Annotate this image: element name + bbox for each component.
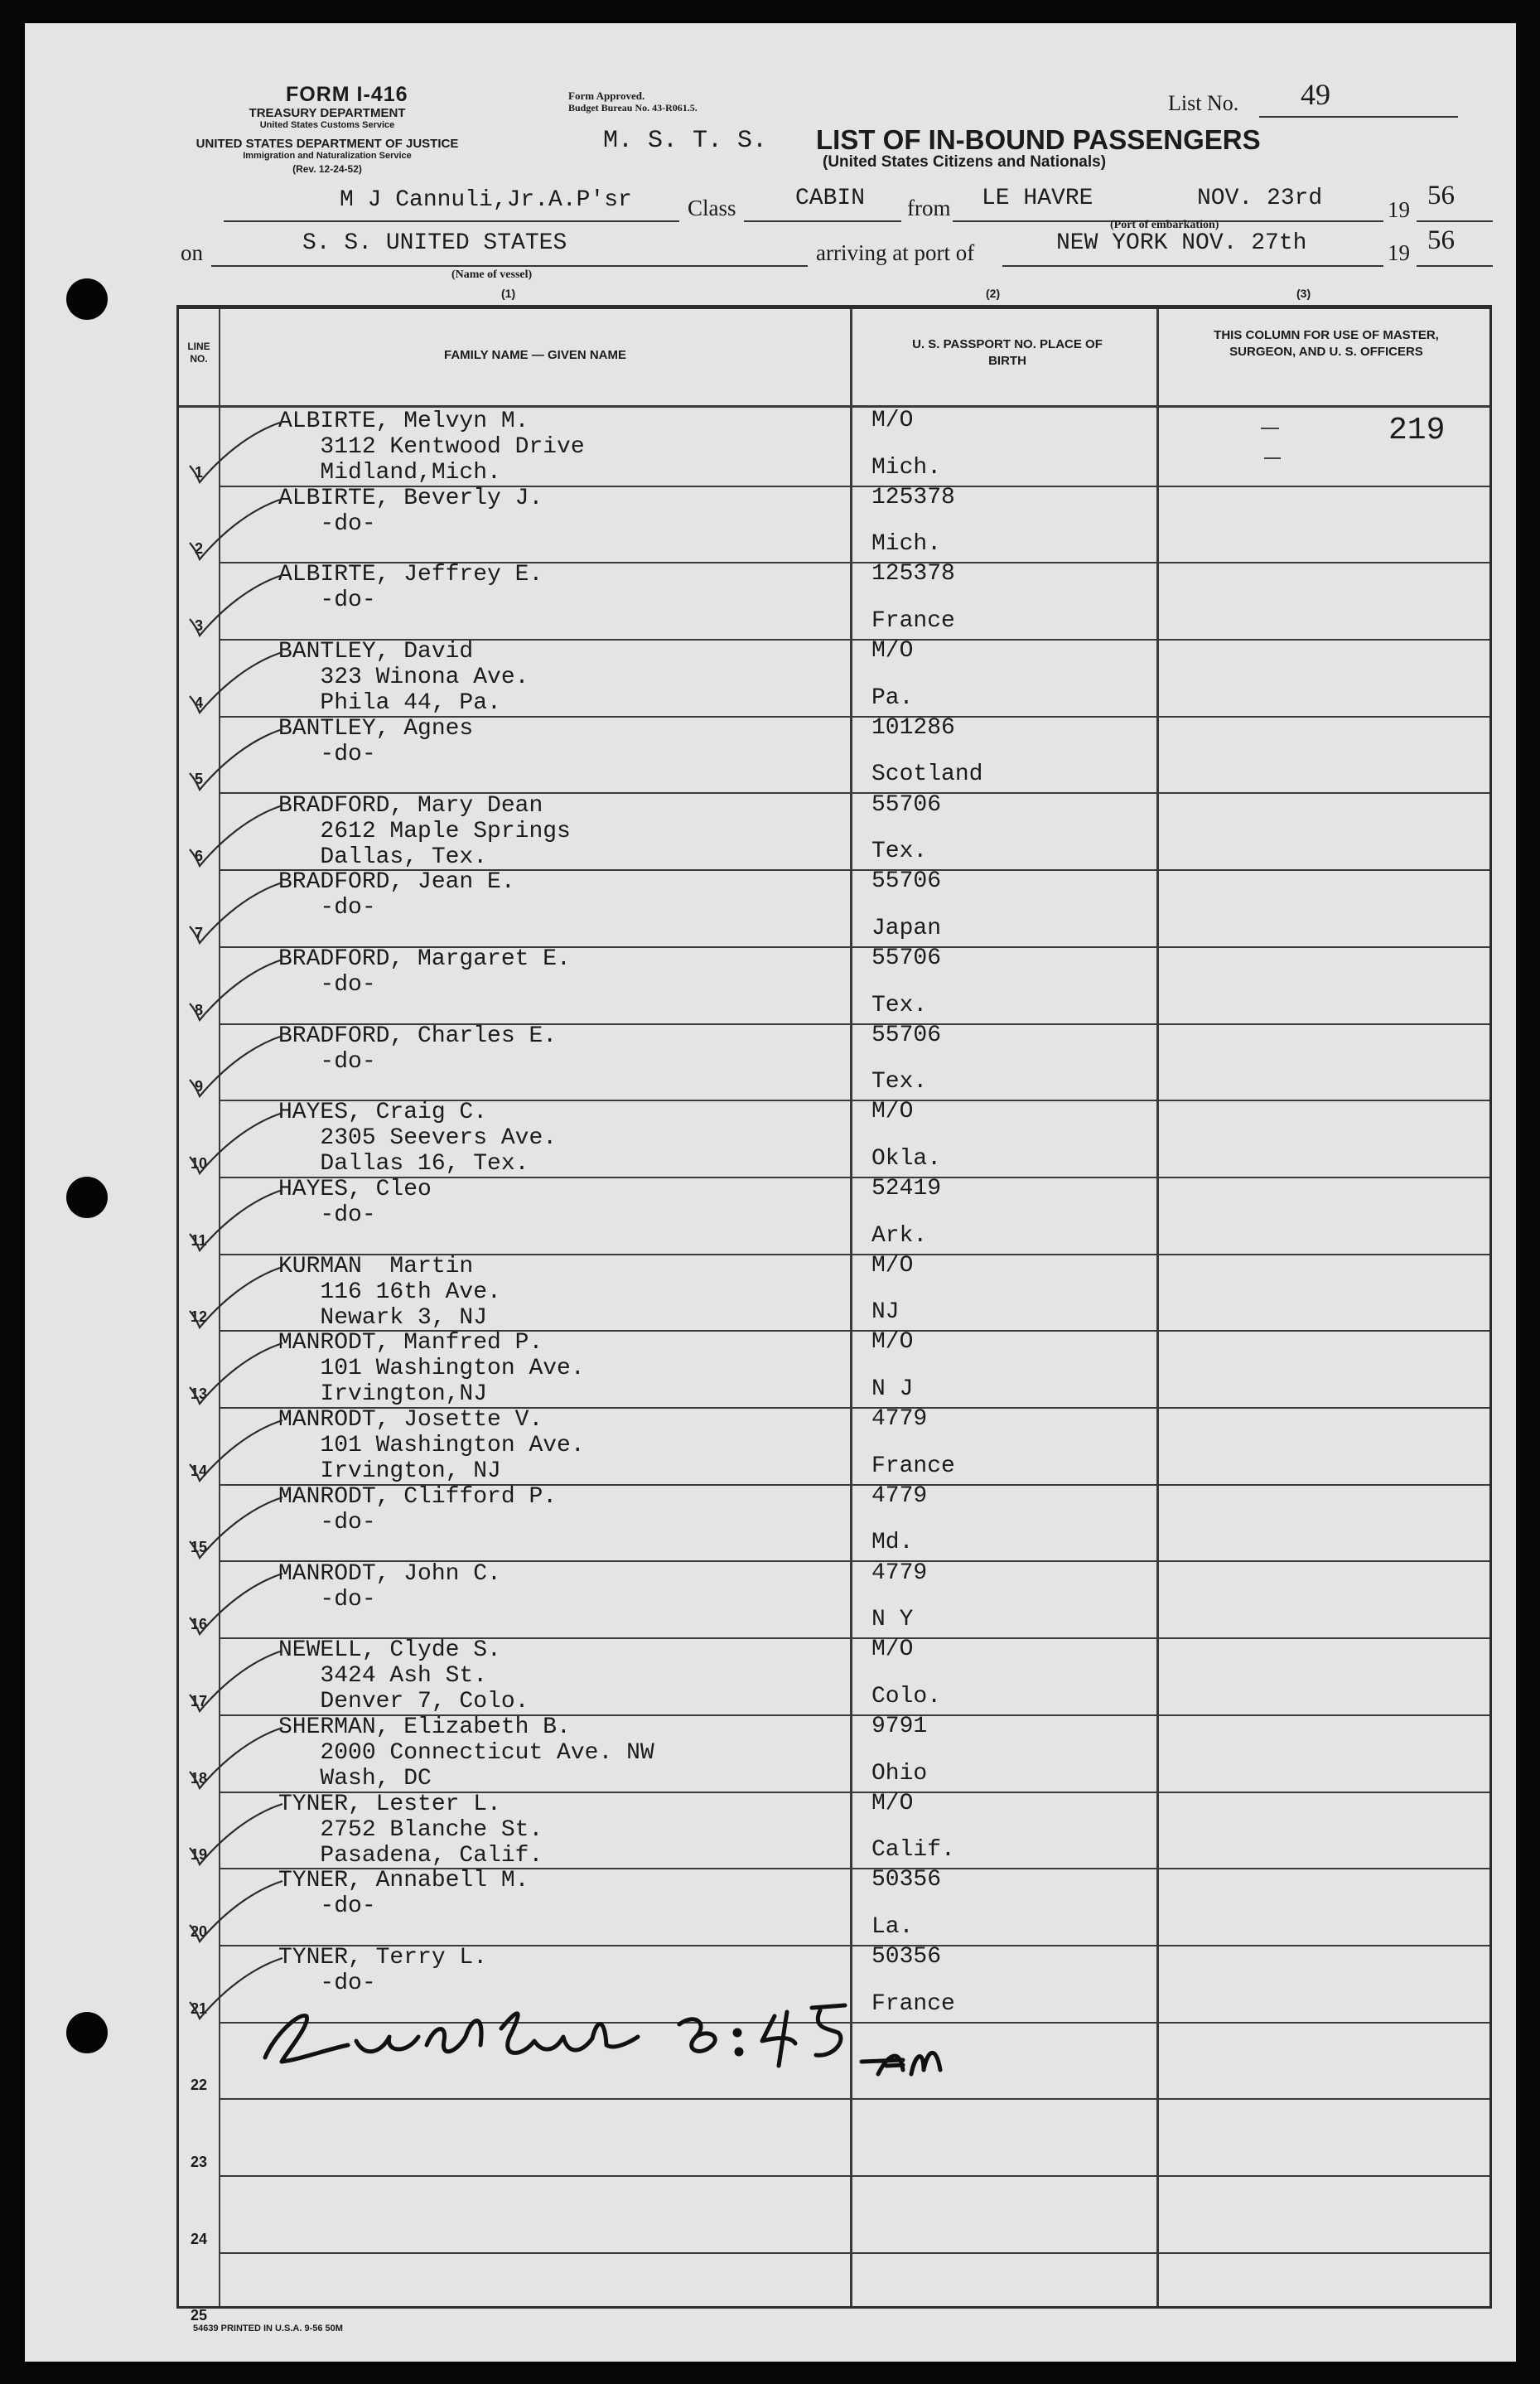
print-footer: 54639 PRINTED IN U.S.A. 9-56 50M	[193, 2324, 343, 2333]
passenger-name-address: BRADFORD, Jean E. -do-	[278, 869, 515, 921]
passenger-name-address: BANTLEY, Agnes -do-	[278, 715, 474, 767]
line-number: 14	[190, 1462, 208, 1479]
place-of-birth: Okla.	[871, 1145, 942, 1172]
line-number: 15	[190, 1539, 208, 1556]
vessel-name: S. S. UNITED STATES	[302, 230, 567, 256]
punch-hole	[66, 1177, 108, 1218]
check-mark-icon	[175, 881, 299, 947]
departure-year: 56	[1427, 181, 1455, 210]
passport-number: 50356	[871, 1867, 942, 1893]
column-number-3: (3)	[1296, 287, 1311, 300]
passport-number: M/O	[871, 1637, 914, 1663]
header-officers: THIS COLUMN FOR USE OF MASTER, SURGEON, AND U. S. OFFICERS	[1214, 328, 1439, 359]
table-row	[179, 562, 1489, 639]
table-row	[179, 946, 1489, 1023]
header-passport: U. S. PASSPORT NO. PLACE OF BIRTH	[912, 337, 1103, 368]
officer-dash	[1261, 428, 1279, 429]
table-row	[179, 2252, 1489, 2329]
passport-number: M/O	[871, 1252, 914, 1279]
table-row	[179, 409, 1489, 486]
check-mark-icon	[175, 958, 299, 1024]
line-number: 1	[194, 463, 203, 481]
passenger-name-address: TYNER, Annabell M. -do-	[278, 1868, 529, 1920]
passenger-name-address: NEWELL, Clyde S. 3424 Ash St. Denver 7, Colo.	[278, 1637, 529, 1715]
port-of-embarkation: LE HAVRE	[982, 186, 1093, 211]
line-number: 22	[190, 2077, 208, 2094]
check-mark-icon	[175, 420, 299, 486]
punch-hole	[66, 2012, 108, 2053]
line-number: 20	[190, 1922, 208, 1940]
line-number: 8	[194, 1001, 203, 1018]
header-family-name: FAMILY NAME — GIVEN NAME	[443, 348, 627, 362]
table-row	[179, 1714, 1489, 1792]
officer-note: 219	[1388, 413, 1446, 448]
place-of-birth: Mich.	[871, 531, 942, 558]
passenger-name-address: BRADFORD, Charles E. -do-	[278, 1023, 558, 1075]
punch-hole	[66, 278, 108, 320]
place-of-birth: Mich.	[871, 454, 942, 481]
passenger-name-address: KURMAN Martin 116 16th Ave. Newark 3, NJ	[278, 1253, 501, 1331]
passport-number: 125378	[871, 561, 955, 588]
from-label: from	[907, 196, 951, 220]
officer-dash	[1264, 457, 1281, 459]
place-of-birth: Tex.	[871, 1069, 928, 1095]
passport-number: M/O	[871, 1790, 914, 1816]
arrival-year: 56	[1427, 225, 1455, 255]
table-row	[179, 1407, 1489, 1484]
departure-date: NOV. 23rd	[1197, 186, 1323, 211]
line-number: 4	[194, 694, 203, 711]
passport-number: 55706	[871, 945, 942, 971]
check-mark-icon	[175, 1496, 299, 1562]
line-number: 5	[194, 771, 203, 788]
passenger-name-address: SHERMAN, Elizabeth B. 2000 Connecticut Ave. NW Wash, DC	[278, 1714, 654, 1792]
manifest-page	[25, 23, 1516, 2362]
check-mark-icon	[175, 1265, 299, 1332]
passport-number: 4779	[871, 1560, 928, 1586]
place-of-birth: France	[871, 1453, 955, 1479]
place-of-birth: Pa.	[871, 684, 914, 711]
passenger-name-address: ALBIRTE, Jeffrey E. -do-	[278, 562, 543, 614]
passport-number: 9791	[871, 1713, 928, 1739]
arrival-port-date: NEW YORK NOV. 27th	[1056, 230, 1307, 256]
line-number: 6	[194, 848, 203, 865]
check-mark-icon	[175, 1802, 299, 1869]
form-approval: Form Approved.	[568, 89, 645, 102]
table-row	[179, 716, 1489, 793]
place-of-birth: Colo.	[871, 1683, 942, 1709]
place-of-birth: Tex.	[871, 839, 928, 865]
table-row	[179, 2098, 1489, 2175]
table-row	[179, 639, 1489, 716]
line-number: 11	[191, 1231, 207, 1249]
line-number: 9	[194, 1078, 203, 1095]
arrival-year-prefix: 19	[1388, 240, 1410, 265]
line-number: 16	[190, 1616, 208, 1633]
department-justice-sub: Immigration and Naturalization Service	[243, 151, 412, 161]
check-mark-icon	[175, 1649, 299, 1715]
table-row	[179, 1792, 1489, 1869]
table-row	[179, 1023, 1489, 1100]
passport-number: 52419	[871, 1176, 942, 1202]
list-title: LIST OF IN-BOUND PASSENGERS	[816, 124, 1261, 155]
passenger-name-address: BRADFORD, Mary Dean 2612 Maple Springs Dallas, Tex.	[278, 792, 571, 870]
passport-number: M/O	[871, 408, 914, 433]
line-number: 10	[190, 1154, 208, 1172]
table-row	[179, 1868, 1489, 1945]
check-mark-icon	[175, 573, 299, 640]
check-mark-icon	[175, 497, 299, 563]
department-treasury: TREASURY DEPARTMENT	[249, 106, 406, 120]
form-number: FORM I-416	[286, 83, 408, 106]
on-label: on	[181, 240, 203, 265]
line-number: 7	[194, 924, 203, 941]
place-of-birth: Tex.	[871, 992, 928, 1018]
passenger-name-address: ALBIRTE, Melvyn M. 3112 Kentwood Drive Midland,Mich.	[278, 409, 585, 486]
passport-number: 50356	[871, 1944, 942, 1970]
check-mark-icon	[175, 1342, 299, 1408]
line-number: 19	[190, 1846, 208, 1864]
passport-number: 55706	[871, 791, 942, 818]
passenger-name-address: HAYES, Craig C. 2305 Seevers Ave. Dallas 16, Tex.	[278, 1100, 558, 1177]
check-mark-icon	[175, 1572, 299, 1638]
list-number-value: 49	[1301, 78, 1330, 111]
form-revision: (Rev. 12-24-52)	[292, 163, 362, 175]
check-mark-icon	[175, 1111, 299, 1177]
passport-number: 55706	[871, 868, 942, 895]
passenger-name-address: TYNER, Terry L. -do-	[278, 1945, 488, 1996]
check-mark-icon	[175, 1188, 299, 1255]
passenger-name-address: MANRODT, John C. -do-	[278, 1560, 501, 1613]
line-number: 21	[190, 2000, 208, 2017]
passport-number: M/O	[871, 1329, 914, 1356]
place-of-birth: Scotland	[871, 762, 983, 788]
line-number: 25	[190, 2307, 208, 2324]
passport-number: 55706	[871, 1022, 942, 1048]
passenger-name-address: TYNER, Lester L. 2752 Blanche St. Pasadena, Calif.	[278, 1791, 543, 1869]
check-mark-icon	[175, 1419, 299, 1485]
passenger-name-address: MANRODT, Manfred P. 101 Washington Ave. Irvington,NJ	[278, 1330, 585, 1408]
check-mark-icon	[175, 728, 299, 794]
line-number: 17	[190, 1692, 208, 1709]
line-number: 18	[190, 1769, 208, 1787]
header-line-no: LINE NO.	[187, 341, 210, 365]
table-row	[179, 1100, 1489, 1177]
passport-number: 125378	[871, 484, 955, 510]
line-number: 13	[190, 1385, 208, 1403]
passenger-name-address: BRADFORD, Margaret E. -do-	[278, 945, 571, 998]
travel-class: CABIN	[795, 186, 866, 211]
department-treasury-sub: United States Customs Service	[259, 120, 395, 130]
passenger-name-address: MANRODT, Josette V. 101 Washington Ave. Irvington, NJ	[278, 1407, 585, 1485]
passport-number: 4779	[871, 1406, 928, 1433]
line-number: 12	[190, 1308, 208, 1326]
table-row	[179, 793, 1489, 870]
passenger-name-address: HAYES, Cleo -do-	[278, 1177, 432, 1228]
check-mark-icon	[175, 1726, 299, 1792]
place-of-birth: France	[871, 608, 955, 635]
line-number: 23	[190, 2154, 208, 2171]
passport-number: 101286	[871, 714, 955, 741]
table-row	[179, 1561, 1489, 1638]
arriving-label: arriving at port of	[816, 240, 975, 265]
place-of-birth: Ohio	[871, 1760, 928, 1787]
passport-number: M/O	[871, 1099, 914, 1125]
table-row	[179, 1637, 1489, 1714]
line-number: 24	[190, 2230, 208, 2247]
passenger-name-address: BANTLEY, David 323 Winona Ave. Phila 44, Pa.	[278, 639, 529, 717]
table-row	[179, 1484, 1489, 1561]
agency-stamp: M. S. T. S.	[603, 127, 768, 155]
place-of-birth: N Y	[871, 1607, 914, 1633]
table-row	[179, 869, 1489, 946]
place-of-birth: N J	[871, 1376, 914, 1403]
list-subtitle: (United States Citizens and Nationals)	[823, 153, 1107, 171]
departure-year-prefix: 19	[1388, 197, 1410, 222]
list-number-label: List No.	[1168, 91, 1239, 115]
column-number-1: (1)	[501, 287, 516, 300]
port-caption: (Port of embarkation)	[1110, 219, 1219, 231]
budget-bureau-number: Budget Bureau No. 43-R061.5.	[568, 102, 698, 114]
table-row	[179, 1254, 1489, 1331]
check-mark-icon	[175, 1034, 299, 1100]
check-mark-icon	[175, 1879, 299, 1946]
place-of-birth: France	[871, 1990, 955, 2017]
passport-number: M/O	[871, 638, 914, 665]
column-number-2: (2)	[986, 287, 1001, 300]
place-of-birth: Japan	[871, 915, 942, 941]
table-row	[179, 2175, 1489, 2252]
table-row	[179, 486, 1489, 563]
department-justice: UNITED STATES DEPARTMENT OF JUSTICE	[196, 137, 459, 151]
place-of-birth: Ark.	[871, 1222, 928, 1249]
table-row	[179, 1330, 1489, 1407]
vessel-caption: (Name of vessel)	[451, 268, 533, 281]
purser-name: M J Cannuli,Jr.A.P'sr	[340, 187, 632, 213]
passenger-name-address: MANRODT, Clifford P. -do-	[278, 1483, 558, 1535]
line-number: 3	[194, 617, 203, 635]
handwritten-signature	[249, 1979, 1036, 2095]
line-number: 2	[194, 540, 203, 558]
passenger-name-address: ALBIRTE, Beverly J. -do-	[278, 485, 543, 537]
check-mark-icon	[175, 650, 299, 717]
table-row	[179, 1177, 1489, 1254]
place-of-birth: La.	[871, 1913, 914, 1940]
place-of-birth: NJ	[871, 1299, 900, 1326]
place-of-birth: Md.	[871, 1530, 914, 1556]
passport-number: 4779	[871, 1482, 928, 1509]
place-of-birth: Calif.	[871, 1837, 955, 1864]
check-mark-icon	[175, 804, 299, 870]
class-label: Class	[688, 196, 736, 220]
